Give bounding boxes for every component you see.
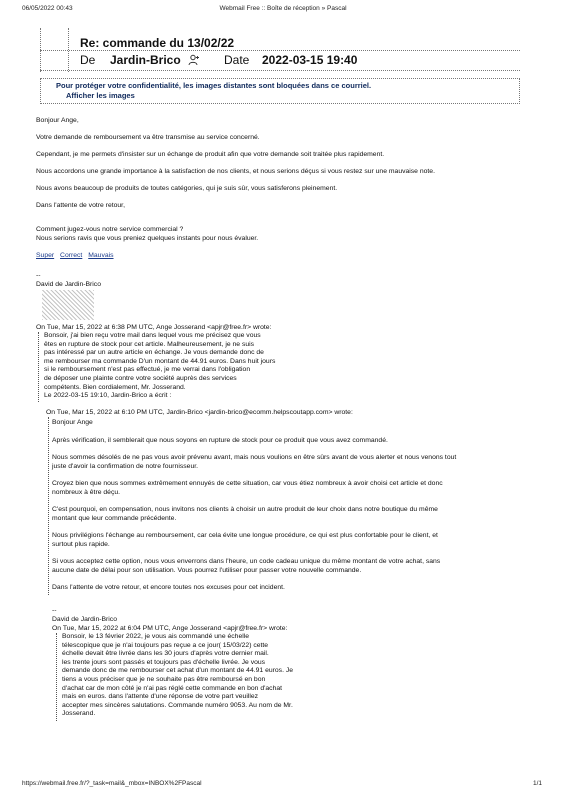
print-page-number: 1/1 [532, 780, 542, 787]
message-header [40, 28, 520, 72]
quote3-line: échelle devait être livrée dans les 30 jours d'après votre dernier mail. [62, 650, 269, 658]
quote1-line: pas intéressé par un autre article en échange. Je vous demande donc de [44, 349, 264, 357]
show-images-link[interactable]: Afficher les images [66, 91, 135, 100]
quote2-paragraph-4a: C'est pourquoi, en compensation, nous invitons nos clients à choisir un autre produit de leur choix dans notre boutique du même [52, 506, 438, 513]
quote3-line: demande donc de me rembourser cet achat d'un montant de 44.91 euros. Je [62, 667, 294, 675]
quote2-paragraph-3b: nombreux à être déçu. [52, 489, 121, 496]
quote2-paragraph-3a: Croyez bien que nous sommes extrêmement ennuyés de cette situation, car vous étiez nombreux à avoir choisi cet article et donc [52, 480, 443, 487]
body-paragraph-2: Cependant, je me permets d'insister sur un échange de produit afin que votre demande soit traitée plus rapidement. [36, 151, 385, 158]
greeting: Bonjour Ange, [36, 117, 79, 124]
survey-invite: Nous serions ravis que vous preniez quelques instants pour nous évaluer. [36, 235, 259, 242]
quote2-paragraph-5a: Nous privilégions l'échange au remboursement, car cela évite une longue procédure, ce qui est plus confortable pour le client, et [52, 532, 438, 539]
quote3-line: les trente jours sont passés et toujours pas d'échelle livrée. Je vous [62, 658, 266, 666]
signature-name: David de Jardin-Brico [36, 281, 101, 288]
quote2-attribution: On Tue, Mar 15, 2022 at 6:10 PM UTC, Jardin-Brico <jardin-brico@ecomm.helpscoutapp.com> wrote: [46, 409, 353, 416]
message-subject: Re: commande du 13/02/22 [80, 36, 235, 50]
quote1-line: Bonsoir, j'ai bien reçu votre mail dans lequel vous me précisez que vous [44, 332, 261, 339]
quote1-attribution: On Tue, Mar 15, 2022 at 6:38 PM UTC, Ange Josserand <apjr@free.fr> wrote: [36, 324, 272, 331]
from-value[interactable]: Jardin-Brico [110, 53, 181, 67]
quote3-line: tiens a vous préciser que je ne souhaite pas être remboursé en bon [62, 676, 266, 683]
from-label: De [80, 53, 96, 67]
print-title: Webmail Free :: Boîte de réception » Pascal [219, 5, 347, 12]
print-url: https://webmail.free.fr/?_task=mail&_mbox=INBOX%2FPascal [22, 780, 202, 787]
signature-dash: -- [36, 272, 41, 279]
print-datetime: 06/05/2022 00:43 [22, 5, 73, 12]
quote3-attribution: On Tue, Mar 15, 2022 at 6:04 PM UTC, Ange Josserand <apjr@free.fr> wrote: [52, 625, 288, 632]
quote1-line: de déposer une plainte contre votre société auprès des services [44, 375, 237, 382]
print-header [0, 4, 566, 14]
remote-images-warning: Pour protéger votre confidentialité, les images distantes sont bloquées dans ce courriel. [56, 81, 372, 90]
quote2-paragraph-4b: montant que leur commande précédente. [52, 515, 177, 522]
rating-links [36, 251, 118, 260]
quote3-line: accepter mes sincères salutations. Commande numéro 9053. Au nom de Mr. [62, 701, 293, 709]
survey-question: Comment jugez-vous notre service commercial ? [36, 226, 184, 233]
quote3-line: mais en euros. dans l'attente d'une réponse de votre part veuillez [62, 693, 259, 701]
quote2-paragraph-6a: Si vous acceptez cette option, nous vous enverrons dans l'heure, un code cadeau unique du même montant de votre achat, sans [52, 558, 441, 565]
quote3-bar [56, 633, 57, 721]
quote3-line: télescopique que je n'ai toujours pas reçue a ce jour( 15/03/22) cette [62, 641, 269, 649]
quote1-line: compétents. Bien cordialement, Mr. Josserand. [44, 383, 186, 391]
add-contact-icon[interactable] [188, 54, 200, 66]
body-paragraph-3: Nous accordons une grande importance à la satisfaction de nos clients, et nous serions déçus si vous restez sur une mauvaise note. [36, 168, 435, 175]
date-label: Date [224, 53, 250, 67]
quote2-greeting: Bonjour Ange [52, 419, 93, 426]
body-paragraph-1: Votre demande de remboursement va être transmise au service concerné. [36, 134, 260, 141]
quote2-signature-dash: -- [52, 607, 57, 614]
quote2-paragraph-1: Après vérification, il semblerait que nous soyons en rupture de stock pour ce produit que vous avez commandé. [52, 437, 388, 444]
quote2-paragraph-5b: surtout plus rapide. [52, 541, 110, 548]
body-paragraph-5: Dans l'attente de votre retour, [36, 202, 125, 209]
date-value: 2022-03-15 19:40 [262, 53, 358, 67]
quote2-bar [48, 417, 49, 595]
quote1-line: me rembourser ma commande D'un montant de 44.91 euros. Dans huit jours [44, 357, 276, 365]
quote2-paragraph-7: Dans l'attente de votre retour, et encore toutes nos excuses pour cet incident. [52, 584, 285, 591]
body-paragraph-4: Nous avons beaucoup de produits de toutes catégories, qui je suis sûr, vous satisferons pleinement. [36, 185, 338, 192]
print-footer [0, 779, 566, 789]
quote3-line: d'achat car de mon côté je n'ai pas réglé cette commande en bon d'achat [62, 684, 283, 692]
rating-mauvais-link[interactable]: Mauvais [88, 252, 114, 259]
quote2-paragraph-2b: juste d'avoir la confirmation de notre fournisseur. [52, 463, 198, 470]
rating-super-link[interactable]: Super [36, 252, 55, 259]
quote2-paragraph-2a: Nous sommes désolés de ne pas vous avoir prévenu avant, mais nous voulions en être sûrs avant de vous alerter et nous venons tout [52, 454, 457, 461]
quote1-line: si le remboursement n'est pas effectué, je me verrai dans l'obligation [44, 366, 251, 374]
quote1-line: êtes en rupture de stock pour cet article. Malheureusement, je ne suis [44, 340, 255, 348]
quote3-line: Bonsoir, le 13 février 2022, je vous ais commandé une échelle [62, 633, 250, 640]
rating-correct-link[interactable]: Correct [60, 252, 83, 259]
quote2-paragraph-6b: aucune date de délai pour son utilisation. Vous pourrez l'utiliser pour passer votre nouvelle commande. [52, 567, 362, 574]
signature-logo-image [42, 290, 94, 320]
quote2-signature-name: David de Jardin-Brico [52, 616, 117, 623]
quote3-line: Josserand. [62, 710, 96, 718]
quote1-line: Le 2022-03-15 19:10, Jardin-Brico a écrit : [44, 392, 172, 400]
remote-images-notice [40, 78, 520, 104]
quote1-bar [38, 332, 39, 402]
